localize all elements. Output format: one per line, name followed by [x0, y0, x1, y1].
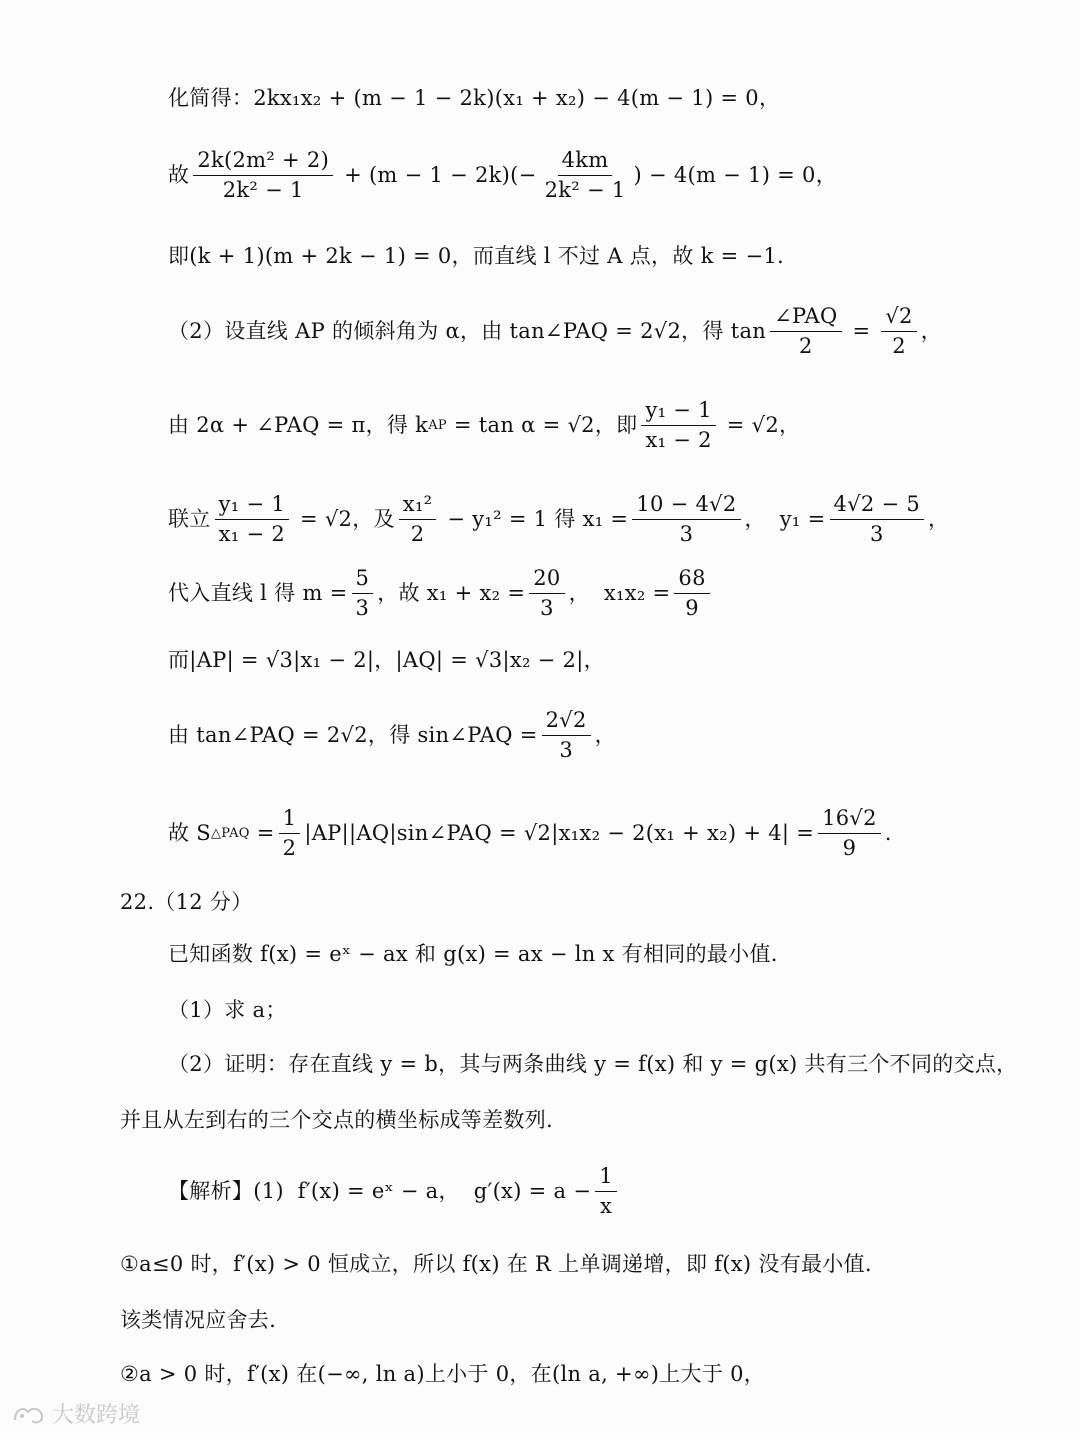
fraction: $\frac{10 - 4√2}{3}$: [632, 492, 740, 547]
line-text: |AP||AQ|sin∠PAQ = √2|x₁x₂ − 2(x₁ + x₂) + 4| =: [304, 821, 815, 846]
line-text: ， y₁ =: [744, 507, 826, 532]
fraction: $\frac{√2}{2}$: [881, 304, 916, 359]
watermark: [12, 1398, 140, 1429]
line-text: = √2，及: [293, 507, 395, 532]
analysis-line-2: [120, 1252, 872, 1277]
fraction: $\frac{\text{x₁²}}{2}$: [399, 492, 437, 547]
line-text: ) − 4(m − 1) = 0，: [633, 163, 838, 188]
fraction: $\frac{1}{2}$: [279, 806, 301, 861]
fraction: $\frac{\text{y₁ − 1}}{\text{x₁ − 2}}$: [641, 398, 715, 453]
line-text: .: [884, 821, 892, 846]
line-text: 代入直线 l 得 m =: [168, 581, 348, 606]
line-text: 而|AP| = √3|x₁ − 2|，|AQ| = √3|x₂ − 2|，: [168, 648, 605, 672]
line-text: 并且从左到右的三个交点的横坐标成等差数列.: [120, 1108, 553, 1132]
line-text: 该类情况应舍去.: [120, 1308, 277, 1332]
line-text: = tan α = √2，即: [446, 413, 638, 438]
fraction: $\frac{\text{y₁ − 1}}{\text{x₁ − 2}}$: [215, 492, 289, 547]
question-2-continued: [120, 1108, 553, 1133]
watermark-logo-icon: [12, 1403, 46, 1425]
line-text: ②a > 0 时，f′(x) 在(−∞, ln a)上小于 0，在(ln a, +∞)上大于 0，: [120, 1362, 766, 1386]
analysis-line-3: [120, 1308, 276, 1333]
line-text: 由 2α + ∠PAQ = π，得 k: [168, 413, 429, 438]
problem-22-heading: [120, 890, 253, 915]
fraction: $\frac{20}{3}$: [529, 566, 564, 621]
solution-line-7: [168, 566, 714, 621]
line-text: 22.（12 分）: [120, 890, 253, 914]
line-text: 由 tan∠PAQ = 2√2，得 sin∠PAQ =: [168, 723, 538, 748]
solution-line-2: [168, 148, 837, 203]
line-text: =: [249, 821, 275, 846]
solution-line-3: [168, 244, 784, 269]
line-text: ，: [928, 507, 950, 532]
solution-line-6: [168, 492, 949, 547]
problem-statement: [168, 942, 778, 967]
question-2: [168, 1052, 1017, 1077]
subscript: AP: [428, 417, 447, 433]
line-text: =: [845, 319, 878, 344]
fraction: $\frac{4km}{\text{2k² − 1}}$: [544, 148, 626, 203]
line-text: − y₁² = 1 得 x₁ =: [440, 507, 629, 532]
fraction: $\frac{1}{x}$: [595, 1164, 617, 1219]
line-text: 故 S: [168, 821, 211, 846]
line-text: （2）设直线 AP 的倾斜角为 α，由 tan∠PAQ = 2√2，得 tan: [168, 319, 767, 344]
line-text: 联立: [168, 507, 211, 532]
subscript: △PAQ: [210, 825, 250, 841]
line-text: ，: [920, 319, 943, 344]
solution-line-10: [168, 806, 892, 861]
solution-line-4: [168, 304, 942, 359]
line-text: = √2，: [719, 413, 801, 438]
fraction: $\frac{\text{∠PAQ}}{2}$: [770, 304, 841, 359]
solution-line-1: [168, 86, 780, 111]
line-text: + (m − 1 − 2k)(−: [337, 163, 537, 188]
solution-line-8: [168, 648, 605, 673]
line-text: 化简得：2kx₁x₂ + (m − 1 − 2k)(x₁ + x₂) − 4(m − 1) = 0，: [168, 86, 781, 110]
analysis-line-4: [120, 1362, 765, 1387]
line-text: 即(k + 1)(m + 2k − 1) = 0，而直线 l 不过 A 点，故 k = −1.: [168, 244, 785, 268]
fraction: $\frac{5}{3}$: [352, 566, 374, 621]
line-text: ，故 x₁ + x₂ =: [377, 581, 526, 606]
fraction: $\frac{4√2 - 5}{3}$: [830, 492, 925, 547]
line-text: （1）求 a；: [168, 998, 287, 1022]
line-text: （2）证明：存在直线 y = b，其与两条曲线 y = f(x) 和 y = g(x) 共有三个不同的交点，: [168, 1052, 1018, 1076]
line-text: ①a≤0 时，f′(x) > 0 恒成立，所以 f(x) 在 R 上单调递增，即 f(x) 没有最小值.: [120, 1252, 872, 1276]
analysis-line-1: [168, 1164, 621, 1219]
fraction: $\frac{\text{2k(2m² + 2)}}{\text{2k² − 1}}$: [193, 148, 333, 203]
line-text: 【解析】(1) f′(x) = eˣ − a， g′(x) = a −: [168, 1179, 592, 1204]
solution-line-5: [168, 398, 800, 453]
watermark-text: 大数跨境: [52, 1403, 141, 1428]
fraction: $\frac{16√2}{9}$: [818, 806, 881, 861]
line-text: ， x₁x₂ =: [568, 581, 671, 606]
solution-line-9: [168, 708, 616, 763]
fraction: $\frac{68}{9}$: [674, 566, 709, 621]
fraction: $\frac{2√2}{3}$: [542, 708, 591, 763]
line-text: ，: [594, 723, 616, 748]
line-text: 已知函数 f(x) = eˣ − ax 和 g(x) = ax − ln x 有相同的最小值.: [168, 942, 778, 966]
line-text: 故: [168, 163, 190, 188]
question-1: [168, 998, 287, 1023]
